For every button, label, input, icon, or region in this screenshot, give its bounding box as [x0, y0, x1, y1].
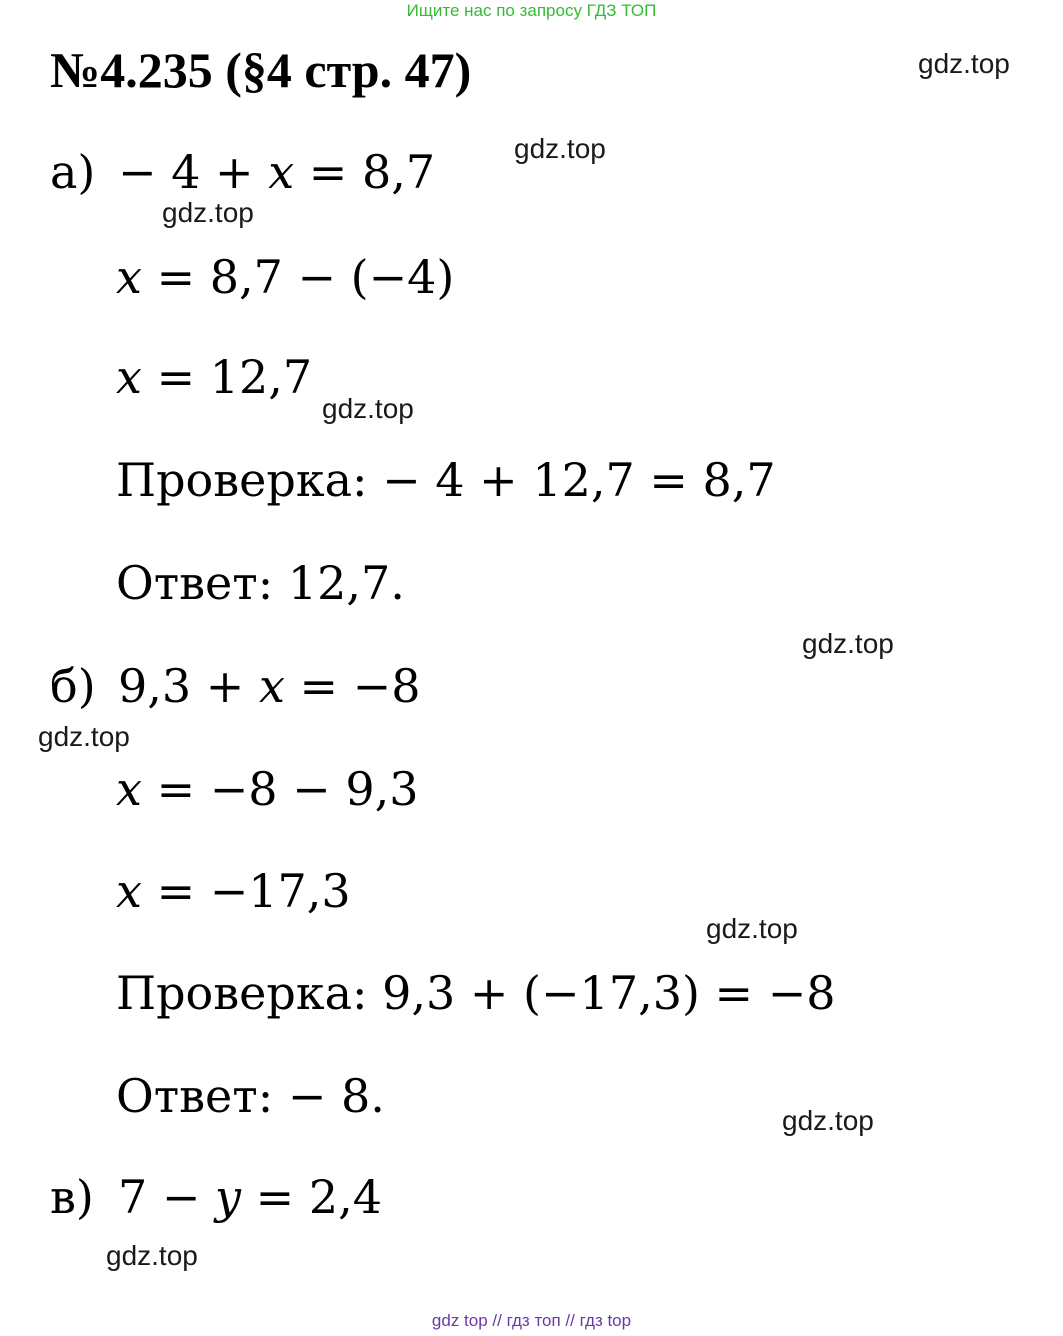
part-b-label: б)	[50, 659, 96, 713]
watermark: gdz.top	[802, 628, 894, 659]
part-a-step1: 𝑥 = 8,7 − (−4)	[116, 250, 455, 304]
part-a-equation: − 4 + 𝑥 = 8,7	[118, 145, 436, 199]
part-b-equation: 9,3 + 𝑥 = −8	[118, 659, 421, 713]
watermark: gdz.top	[162, 197, 254, 228]
watermark: gdz.top	[106, 1240, 198, 1271]
part-b-step2: 𝑥 = −17,3	[116, 864, 351, 918]
footer-links: gdz top // гдз топ // гдз top	[431, 1311, 632, 1330]
watermark: gdz.top	[514, 133, 606, 164]
part-b-check: Проверка: 9,3 + (−17,3) = −8	[116, 966, 836, 1020]
part-a-step2: 𝑥 = 12,7	[116, 350, 313, 404]
watermark: gdz.top	[322, 393, 414, 424]
part-c-label: в)	[50, 1170, 94, 1224]
watermark: gdz.top	[38, 721, 130, 752]
part-a-answer: Ответ: 12,7.	[116, 556, 405, 610]
watermark: gdz.top	[782, 1105, 874, 1136]
part-c-equation: 7 − 𝑦 = 2,4	[118, 1170, 382, 1224]
watermark: gdz.top	[706, 913, 798, 944]
part-b-answer: Ответ: − 8.	[116, 1069, 385, 1123]
part-b-step1: 𝑥 = −8 − 9,3	[116, 762, 419, 816]
watermark: gdz.top	[918, 48, 1010, 79]
part-a-check: Проверка: − 4 + 12,7 = 8,7	[116, 453, 776, 507]
top-banner: Ищите нас по запросу ГДЗ ТОП	[406, 1, 657, 20]
part-a-label: а)	[50, 145, 96, 199]
page-title: №4.235 (§4 стр. 47)	[50, 42, 472, 98]
